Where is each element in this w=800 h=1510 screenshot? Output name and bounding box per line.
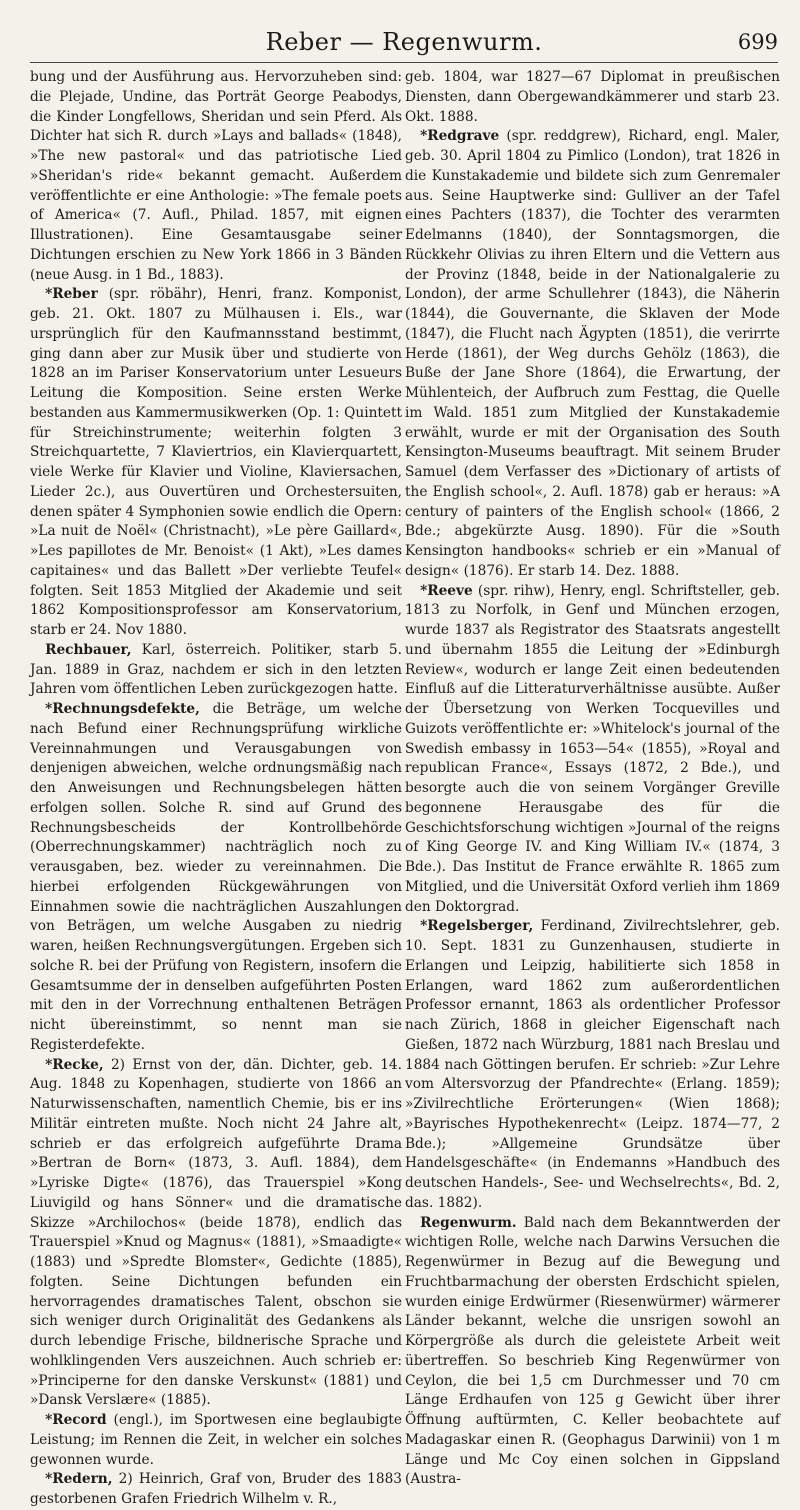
entry-headword: *Recke, — [45, 1056, 104, 1073]
right-column — [405, 68, 780, 1488]
entry-recke: *Recke, 2) Ernst von der, dän. Dichter, geb. 14. Aug. 1848 zu Kopenhagen, studierte von 1866 an Naturwissenschaften, namentlich Chemie, bis er ins Militär eintreten mußte. Noch nicht 24 Jahre alt, schrieb er das erfolgreich aufgeführte Drama »Bertran de Born« (1873, 3. Aufl. 1884), dem »Lyriske Digte« (1876), das Trauerspiel »Kong Liuvigild og hans Sönner« und die dramatische Skizze »Archilochos« (beide 1878), endlich das Trauerspiel »Knud og Magnus« (1881), »Smaadigte« (1883) und »Spredte Blomster«, Gedichte (1885), folgten. Seine Dichtungen befunden ein hervorragendes dramatisches Talent, obschon sie sich weniger durch Originalität des Gedankens als durch lebendige Frische, bildnerische Sprache und wohlklingenden Vers auszeichnen. Auch schrieb er: »Principerne for den danske Verskunst« (1881) und »Dansk Verslære« (1885). — [30, 1056, 402, 1409]
entry-headword: *Record — [45, 1412, 107, 1428]
entry-headword: *Rechnungsdefekte, — [45, 701, 200, 717]
entry-headword: *Reber — [45, 286, 98, 303]
entry-reber: *Reber (spr. röbähr), Henri, franz. Komponist, geb. 21. Okt. 1807 zu Mülhausen i. Els., war ursprünglich für den Kaufmannsstand bestimmt, ging dann aber zur Musik über und studierte von 1828 an im Pariser Konservatorium unter Lesueurs Leitung die Komposition. Seine ersten Werke bestanden aus Kammermusikwerken (Op. 1: Quintett für Streichinstrumente; weiterhin folgten 3 Streichquartette, 7 Klaviertrios, ein Klavierquartett, viele Werke für Klavier und Violine, Klaviersachen, Lieder 2c.), aus Ouvertüren und Orchestersuiten, denen später 4 Symphonien sowie endlich die Opern: »La nuit de Noël« (Christnacht), »Le père Gaillard«, »Les papillotes de Mr. Benoist« (1 Akt), »Les dames capitaines« und das Ballett »Der verliebte Teufel« folgten. Seit 1853 Mitglied der Akademie und seit 1862 Kompositionsprofessor am Konservatorium, starb er 24. Nov 1880. — [30, 286, 402, 638]
entry-headword: *Regelsberger, — [420, 918, 534, 935]
running-title: Reber — Regenwurm. — [265, 28, 543, 56]
entry-rechbauer: Rechbauer, Karl, österreich. Politiker, starb 5. Jan. 1889 in Graz, nachdem er sich in den letzten Jahren vom öffentlichen Leben zurückgezogen hatte. — [30, 641, 402, 698]
left-column — [30, 68, 402, 1507]
entry-rechnungsdefekte: *Rechnungsdefekte, die Beträge, um welche nach Befund einer Rechnungsprüfung wirkliche Vereinnahmungen und Verausgabungen von denjenigen abweichen, welche ordnungsmäßig nach den Anweisungen und Rechnungsbelegen hätten erfolgen sollen. Solche R. sind auf Grund des Rechnungsbescheids der Kontrollbehörde (Oberrechnungskammer) nachträglich noch zu verausgaben, bez. wieder zu vereinnahmen. Die hierbei erfolgenden Rückgewährungen von Einnahmen sowie die nachträglichen Auszahlungen von Beträgen, um welche Ausgaben zu niedrig waren, heißen Rechnungsvergütungen. Ergeben sich solche R. bei der Prüfung von Registern, insofern die Gesamtsumme der in denselben aufgeführten Posten mit den in der Vorrechnung enthaltenen Beträgen nicht übereinstimmt, so nennt man sie Registerdefekte. — [30, 701, 402, 1053]
entry-regenwurm: Regenwurm. Bald nach dem Bekanntwerden der wichtigen Rolle, welche nach Darwins Versuchen die Regenwürmer in Bezug auf die Bewegung und Fruchtbarmachung der obersten Erdschicht spielen, wurden einige Erdwürmer (Riesenwürmer) wärmerer Länder bekannt, welche die unsrigen sowohl an Körpergröße als durch die geleistete Arbeit weit übertreffen. So beschrieb King Regenwürmer von Ceylon, die bei 1,5 cm Durchmesser und 70 cm Länge Erdhaufen von 125 g Gewicht über ihrer Öffnung auftürmten, C. Keller beobachtete auf Madagaskar einen R. (Geophagus Darwinii) von 1 m Länge und Mc Coy einen solchen in Gippsland (Austra- — [405, 1214, 780, 1488]
entry-headword: *Redern, — [45, 1471, 113, 1488]
entry-record: *Record (engl.), im Sportwesen eine beglaubigte Leistung; im Rennen die Zeit, in welcher ein solches gewonnen wurde. — [30, 1412, 402, 1468]
entry-redgrave: *Redgrave (spr. reddgrew), Richard, engl. Maler, geb. 30. April 1804 zu Pimlico (London), trat 1826 in die Kunstakademie und bildete sich zum Genremaler aus. Seine Hauptwerke sind: Gulliver an der Tafel eines Pachters (1837), die Tochter des verarmten Edelmanns (1840), der Sonntagsmorgen, die Rückkehr Olivias zu ihren Eltern und die Vettern aus der Provinz (1848, beide in der Nationalgalerie zu London), der arme Schullehrer (1843), die Näherin (1844), die Gouvernante, die Sklaven der Mode (1847), die Flucht nach Ägypten (1851), die verirrte Herde (1861), der Weg durchs Gehölz (1863), die Buße der Jane Shore (1864), die Erwartung, der Mühlenteich, der Aufbruch zum Festtag, die Quelle im Wald. 1851 zum Mitglied der Kunstakademie erwählt, wurde er mit der Organisation des South Kensington-Museums beauftragt. Mit seinem Bruder Samuel (dem Verfasser des »Dictionary of artists of the English school«, 2. Aufl. 1878) gab er heraus: »A century of painters of the English school« (1866, 2 Bde.; abgekürzte Ausg. 1890). Für die »South Kensington handbooks« schrieb er ein »Manual of design« (1876). Er starb 14. Dez. 1888. — [405, 128, 780, 579]
entry-headword: *Reeve — [420, 582, 473, 599]
entry-regelsberger: *Regelsberger, Ferdinand, Zivilrechtslehrer, geb. 10. Sept. 1831 zu Gunzenhausen, studierte in Erlangen und Leipzig, habilitierte sich 1858 in Erlangen, ward 1862 zum außerordentlichen Professor ernannt, 1863 als ordentlicher Professor nach Zürich, 1868 in gleicher Eigenschaft nach Gießen, 1872 nach Würzburg, 1881 nach Breslau und 1884 nach Göttingen berufen. Er schrieb: »Zur Lehre vom Altersvorzug der Pfandrechte« (Erlang. 1859); »Zivilrechtliche Erörterungen« (Wien 1868); »Bayrisches Hypothekenrecht« (Leipz. 1874—77, 2 Bde.); »Allgemeine Grundsätze über Handelsgeschäfte« (in Endemanns »Handbuch des deutschen Handels-, See- und Wechselrechts«, Bd. 2, das. 1882). — [405, 918, 780, 1211]
entry-continuation: geb. 1804, war 1827—67 Diplomat in preußischen Diensten, dann Obergewandkämmerer und starb 23. Okt. 1888. — [405, 69, 780, 125]
page-number: 699 — [737, 30, 778, 54]
entry-headword: *Redgrave — [420, 128, 500, 145]
header-rule — [30, 62, 778, 63]
entry-continuation: bung und der Ausführung aus. Hervorzuheben sind: die Plejade, Undine, das Porträt George Peabodys, die Kinder Longfellows, Sheridan und sein Pferd. Als Dichter hat sich R. durch »Lays and ballads« (1848), »The new pastoral« und das patriotische Lied »Sheridan's ride« bekannt gemacht. Außerdem veröffentlichte er eine Anthologie: »The female poets of America« (7. Aufl., Philad. 1857, mit eignen Illustrationen). Eine Gesamtausgabe seiner Dichtungen erschien zu New York 1866 in 3 Bänden (neue Ausg. in 1 Bd., 1883). — [30, 69, 402, 283]
entry-headword: Regenwurm. — [420, 1214, 517, 1231]
entry-headword: Rechbauer, — [45, 641, 132, 658]
page-header — [30, 28, 778, 60]
entry-reeve: *Reeve (spr. rihw), Henry, engl. Schriftsteller, geb. 1813 zu Norfolk, in Genf und München erzogen, wurde 1837 als Registrator des Staatsrats angestellt und übernahm 1855 die Leitung der »Edinburgh Review«, wodurch er lange Zeit einen bedeutenden Einfluß auf die Litteraturverhältnisse ausübte. Außer der Übersetzung von Werken Tocquevilles und Guizots veröffentlichte er: »Whitelock's journal of the Swedish embassy in 1653—54« (1855), »Royal and republican France«, Essays (1872, 2 Bde.), und besorgte auch die von seinem Vorgänger Greville begonnene Herausgabe des für die Geschichtsforschung wichtigen »Journal of the reigns of King George IV. and King William IV.« (1874, 3 Bde.). Das Institut de France erwählte R. 1865 zum Mitglied, und die Universität Oxford verlieh ihm 1869 den Doktorgrad. — [405, 582, 780, 915]
entry-redern: *Redern, 2) Heinrich, Graf von, Bruder des 1883 gestorbenen Grafen Friedrich Wilhelm v. R., — [30, 1471, 402, 1507]
